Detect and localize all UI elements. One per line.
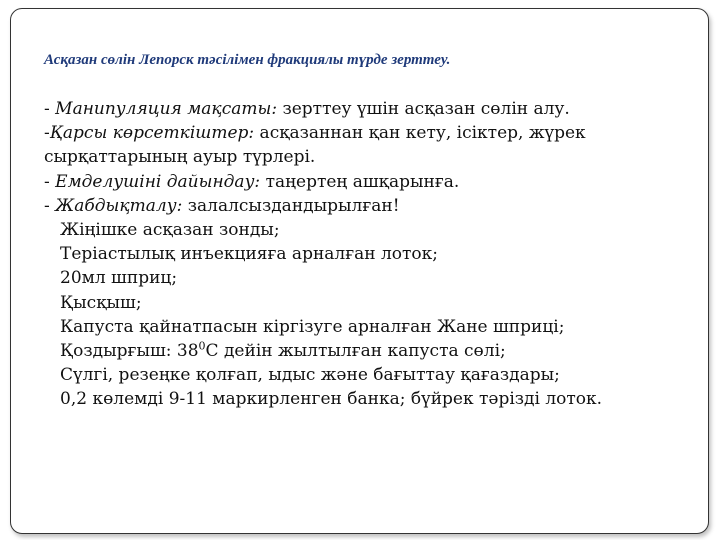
equipment-item: 0,2 көлемді 9-11 маркирленген банка; бүйрек тәрізді лоток. [60,389,603,410]
equipment-item: Сүлгі, резеңке қолғап, ыдыс және бағыттау қағаздары; [60,365,560,386]
equipment-item: Капуста қайнатпасын кіргізуге арналған Жане шприці; [60,316,565,337]
equipment-item: Қысқыш; [60,292,142,313]
contra-label: Қарсы көрсеткіштер: [49,123,255,144]
purpose-prefix: - [44,99,56,119]
slide-frame [10,8,709,534]
equip-line [44,194,694,218]
heater-after: С дейін жылтылған капуста сөлі; [205,341,506,362]
equipment-item: Жіңішке асқазан зонды; [60,220,280,241]
prep-text: таңертең ашқарынға. [260,171,460,192]
heater-before: Қоздырғыш: 38 [60,341,199,362]
contra-line [44,121,694,145]
contra-text: асқазаннан қан кету, ісіктер, жүрек [254,123,586,144]
slide-body [44,97,694,412]
equip-label: Жабдықталу: [55,195,183,216]
purpose-line [44,97,694,121]
equipment-item-heater [44,339,694,363]
prep-prefix: - [44,171,56,192]
purpose-text: зерттеу үшін асқазан сөлін алу. [277,99,570,119]
prep-label: Емделушіні дайындау: [55,171,261,192]
prep-line [44,170,694,194]
heater-degree-sup: 0 [198,339,206,353]
contra-line-cont: сырқаттарының ауыр түрлері. [44,147,316,168]
slide-title: Асқазан сөлін Лепорск тәсілімен фракциялы түрде зерттеу. [44,52,451,68]
contra-prefix: - [44,123,50,144]
equip-text: залалсыздандырылған! [182,195,400,216]
equipment-item: 20мл шприц; [60,268,178,289]
purpose-label: Манипуляция мақсаты: [55,99,278,119]
equip-prefix: - [44,195,56,216]
equipment-item: Теріастылық инъекцияға арналған лоток; [60,244,439,265]
